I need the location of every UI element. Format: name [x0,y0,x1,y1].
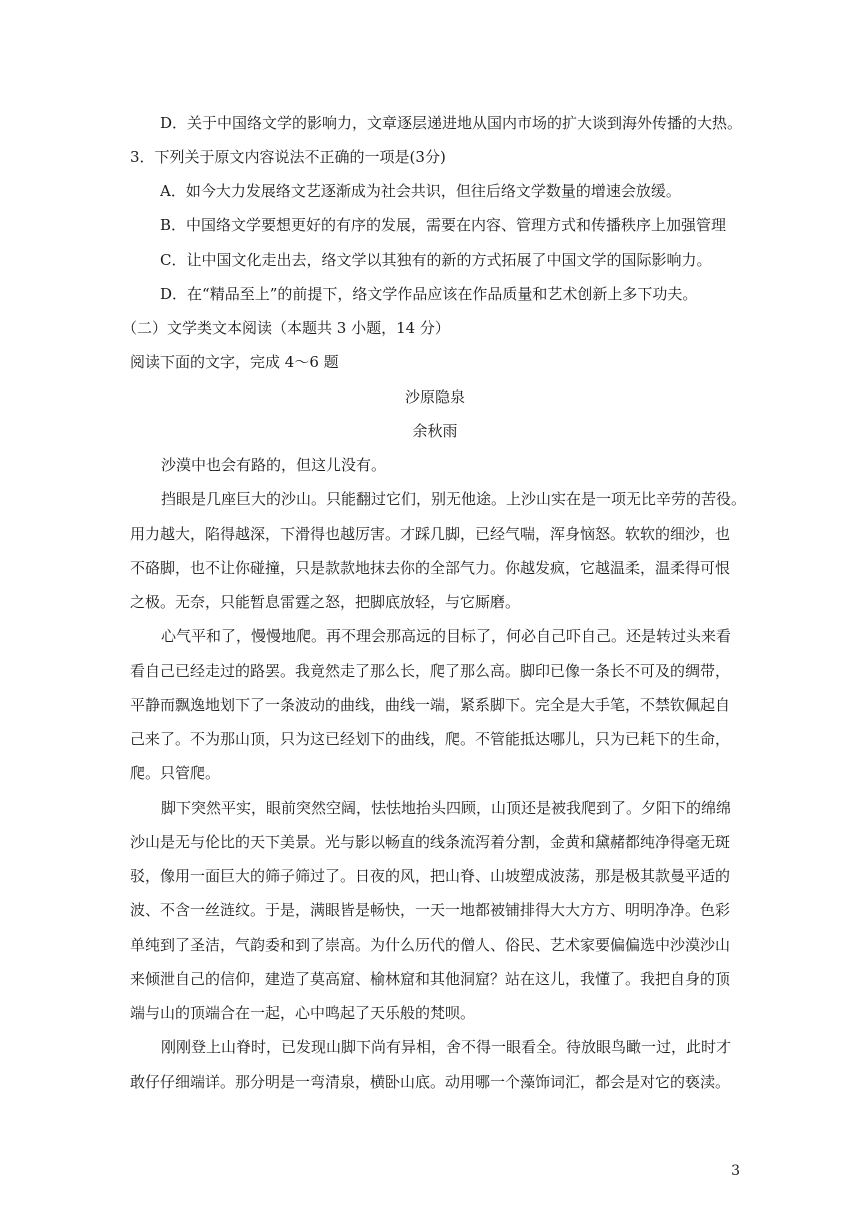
passage-line: 爬。只管爬。 [130,764,221,782]
passage-line: 刚刚登上山脊时，已发现山脚下尚有异相，舍不得一眼看全。待放眼鸟瞰一过，此时才 [161,1038,732,1056]
passage-line: 沙山是无与伦比的天下美景。光与影以畅直的线条流泻着分割，金黄和黛赭都纯净得毫无斑 [130,833,731,851]
passage-line: 驳，像用一面巨大的筛子筛过了。日夜的风，把山脊、山坡塑成波荡，那是极其款曼平适的 [130,867,731,885]
passage-line: 单纯到了圣洁，气韵委和到了崇高。为什么历代的僧人、俗民、艺术家要偏偏选中沙漠沙山 [130,936,731,954]
q3-stem: 3．下列关于原文内容说法不正确的一项是(3分) [130,148,446,166]
passage-line: 挡眼是几座巨大的沙山。只能翻过它们，别无他途。上沙山实在是一项无比辛劳的苦役。 [161,490,747,508]
q3-option-b: B．中国络文学要想更好的有序的发展，需要在内容、管理方式和传播秩序上加强管理 [160,216,727,234]
passage-line: 波、不含一丝涟纹。于是，满眼皆是畅快，一天一地都被铺排得大大方方、明明净净。色彩 [130,901,731,919]
passage-line: 己来了。不为那山顶，只为这已经划下的曲线，爬。不管能抵达哪儿，只为已耗下的生命， [130,730,731,748]
passage-line: 端与山的顶端合在一起，心中鸣起了天乐般的梵呗。 [130,1004,476,1022]
q3-option-a: A．如今大力发展络文艺逐渐成为社会共识，但往后络文学数量的增速会放缓。 [160,182,681,200]
q3-option-d: D．在“精品至上”的前提下，络文学作品应该在作品质量和艺术创新上多下功夫。 [160,285,698,303]
passage-line: 看自己已经走过的路罢。我竟然走了那么长，爬了那么高。脚印已像一条长不可及的绸带， [130,662,731,680]
section-instruction: 阅读下面的文字，完成 4～6 题 [130,353,339,371]
q3-option-c: C．让中国文化走出去，络文学以其独有的新的方式拓展了中国文学的国际影响力。 [160,251,712,269]
passage-title: 沙原隐泉 [404,388,465,406]
section-heading: （二）文学类文本阅读（本题共 3 小题，14 分） [122,319,450,337]
passage-line: 脚下突然平实，眼前突然空阔，怯怯地抬头四顾，山顶还是被我爬到了。夕阳下的绵绵 [161,799,732,817]
passage-author: 余秋雨 [412,422,458,440]
passage-line: 心气平和了，慢慢地爬。再不理会那高远的目标了，何必自己吓自己。还是转过头来看 [161,627,732,645]
passage-line: 用力越大，陷得越深，下滑得也越厉害。才踩几脚，已经气喘，浑身恼怒。软软的细沙，也 [130,525,731,543]
q2-option-d: D．关于中国络文学的影响力，文章逐层递进地从国内市场的扩大谈到海外传播的大热。 [160,114,743,132]
passage-line: 沙漠中也会有路的，但这儿没有。 [161,456,387,474]
passage-line: 敢仔仔细端详。那分明是一弯清泉，横卧山底。动用哪一个藻饰词汇，都会是对它的亵渎。 [130,1073,731,1091]
passage-line: 来倾泄自己的信仰，建造了莫高窟、榆林窟和其他洞窟？站在这儿，我懂了。我把自身的顶 [130,970,731,988]
passage-line: 平静而飘逸地划下了一条波动的曲线，曲线一端，紧系脚下。完全是大手笔，不禁钦佩起自 [130,696,731,714]
passage-line: 不硌脚，也不让你碰撞，只是款款地抹去你的全部气力。你越发疯，它越温柔，温柔得可恨 [130,559,731,577]
passage-line: 之极。无奈，只能暂息雷霆之怒，把脚底放轻，与它厮磨。 [130,593,521,611]
page-number: 3 [731,1163,740,1179]
